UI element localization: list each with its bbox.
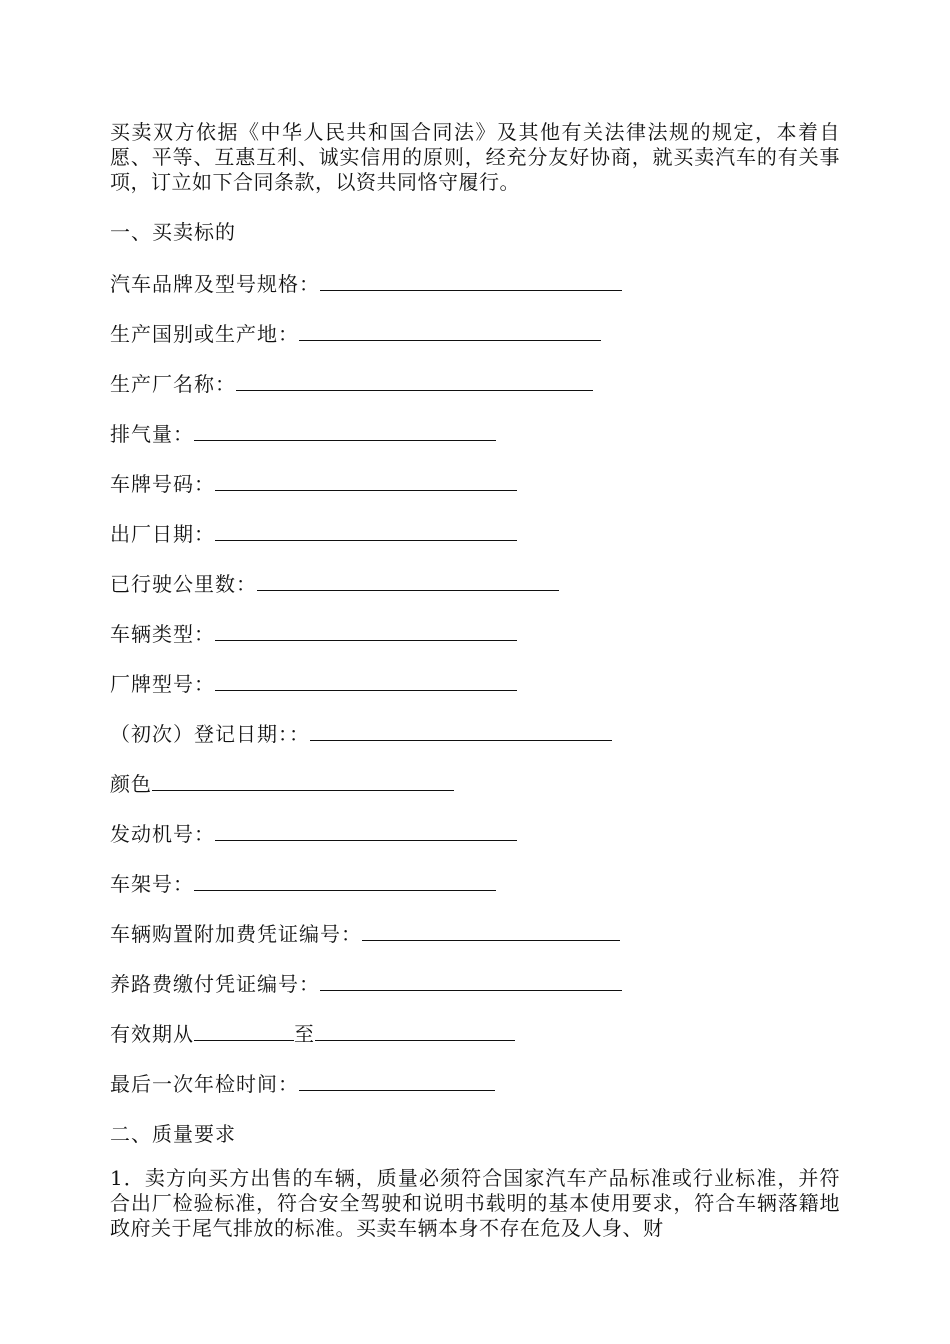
field-engine-number [110, 822, 517, 847]
fill-blank[interactable] [257, 572, 559, 591]
field-vehicle-type [110, 622, 517, 647]
field-label: 排气量： [110, 422, 194, 446]
fill-blank-from[interactable] [194, 1022, 294, 1041]
section-heading-subject: 一、买卖标的 [110, 220, 236, 244]
fill-blank[interactable] [194, 872, 496, 891]
field-label: 车牌号码： [110, 472, 215, 496]
validity-to-label: 至 [294, 1022, 315, 1046]
field-purchase-tax-voucher [110, 922, 620, 947]
fill-blank[interactable] [152, 772, 454, 791]
fill-blank[interactable] [215, 622, 517, 641]
quality-clause-1: 1．卖方向买方出售的车辆，质量必须符合国家汽车产品标准或行业标准，并符合出厂检验标准，符合安全驾驶和说明书载明的基本使用要求，符合车辆落籍地政府关于尾气排放的标准。买卖车辆本身不存在危及人身、财 [110, 1166, 840, 1240]
fill-blank[interactable] [362, 922, 620, 941]
field-registration-date [110, 722, 612, 747]
field-validity-period [110, 1022, 515, 1047]
field-mileage [110, 572, 559, 597]
fill-blank[interactable] [310, 722, 612, 741]
field-label: 车架号： [110, 872, 194, 896]
field-brand-model [110, 272, 622, 297]
field-label: 发动机号： [110, 822, 215, 846]
fill-blank[interactable] [299, 322, 601, 341]
field-label: 车辆类型： [110, 622, 215, 646]
field-displacement [110, 422, 496, 447]
field-label: 颜色 [110, 772, 152, 796]
field-label: 生产国别或生产地： [110, 322, 299, 346]
fill-blank[interactable] [320, 972, 622, 991]
field-label: 车辆购置附加费凭证编号： [110, 922, 362, 946]
field-frame-number [110, 872, 496, 897]
fill-blank[interactable] [320, 272, 622, 291]
field-factory-date [110, 522, 517, 547]
field-brand-type [110, 672, 517, 697]
field-label: 生产厂名称： [110, 372, 236, 396]
field-label: 已行驶公里数： [110, 572, 257, 596]
field-manufacturer [110, 372, 593, 397]
field-road-fee-voucher [110, 972, 622, 997]
fill-blank[interactable] [215, 822, 517, 841]
field-label: 厂牌型号： [110, 672, 215, 696]
field-origin-country [110, 322, 601, 347]
fill-blank-to[interactable] [315, 1022, 515, 1041]
field-label: 养路费缴付凭证编号： [110, 972, 320, 996]
fill-blank[interactable] [215, 672, 517, 691]
section-heading-quality: 二、质量要求 [110, 1122, 236, 1146]
fill-blank[interactable] [299, 1072, 495, 1091]
intro-paragraph: 买卖双方依据《中华人民共和国合同法》及其他有关法律法规的规定，本着自愿、平等、互惠互利、诚实信用的原则，经充分友好协商，就买卖汽车的有关事项，订立如下合同条款，以资共同恪守履行。 [110, 120, 840, 194]
field-label: （初次）登记日期：： [110, 722, 310, 746]
fill-blank[interactable] [215, 522, 517, 541]
field-label: 最后一次年检时间： [110, 1072, 299, 1096]
field-label: 有效期从 [110, 1022, 194, 1046]
field-label: 汽车品牌及型号规格： [110, 272, 320, 296]
fill-blank[interactable] [215, 472, 517, 491]
fill-blank[interactable] [236, 372, 593, 391]
field-plate-number [110, 472, 517, 497]
field-color [110, 772, 454, 797]
field-label: 出厂日期： [110, 522, 215, 546]
field-last-inspection [110, 1072, 495, 1097]
fill-blank[interactable] [194, 422, 496, 441]
